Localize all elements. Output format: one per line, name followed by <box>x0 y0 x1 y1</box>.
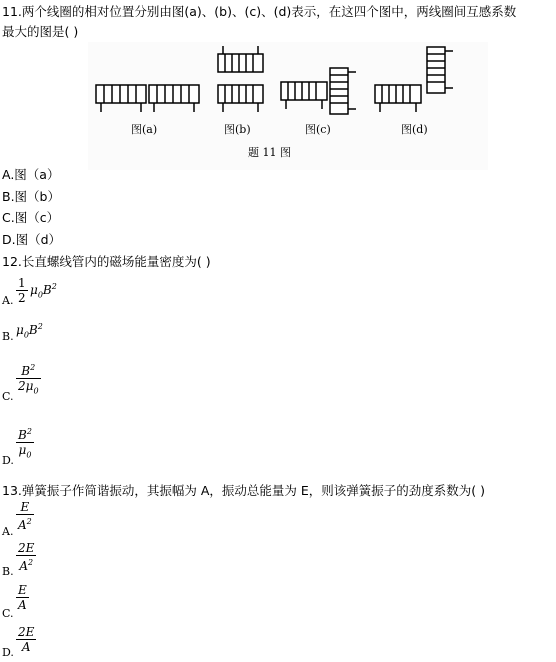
q13-c-numerator: E <box>18 583 27 597</box>
q12-a-denominator: 2 <box>18 291 26 305</box>
coil-c-horizontal <box>281 82 327 109</box>
q13-option-a-fraction <box>16 500 34 532</box>
q12-option-d-fraction <box>16 425 34 462</box>
q12-option-c-letter[interactable]: C. <box>2 390 14 403</box>
q13-option-c-letter[interactable]: C. <box>2 607 14 620</box>
q13-stem: 13.弹簧振子作简谐振动，其振幅为 A，振动总能量为 E，则该弹簧振子的劲度系数为( ) <box>2 483 486 498</box>
fig-label-d: 图(d) <box>401 123 428 136</box>
q11-option-d[interactable]: D.图（d） <box>2 232 62 247</box>
q12-option-a-letter[interactable]: A. <box>2 294 14 307</box>
q13-option-a-letter[interactable]: A. <box>2 525 14 538</box>
q13-b-numerator: 2E <box>18 541 35 555</box>
q13-option-d-letter[interactable]: D. <box>2 646 14 659</box>
q13-d-numerator: 2E <box>18 625 35 639</box>
q13-b-denominator: $A^2$ <box>19 558 34 573</box>
q13-option-b-letter[interactable]: B. <box>2 565 14 578</box>
q12-option-d-letter[interactable]: D. <box>2 454 14 467</box>
q12-option-b-expression: $\mu_0B^2$ <box>16 322 43 340</box>
q12-d-numerator: $B^2$ <box>18 427 32 442</box>
coil-b-top <box>218 46 263 72</box>
coil-a-right <box>149 85 199 112</box>
q12-option-a-fraction <box>16 276 28 305</box>
coil-d-vertical <box>427 47 453 93</box>
q13-option-c-fraction <box>16 583 29 612</box>
q13-option-d-fraction <box>16 625 36 654</box>
q11-stem-line2: 最大的图是( ) <box>2 24 79 39</box>
fig-label-a: 图(a) <box>131 123 158 136</box>
coil-c-vertical <box>330 68 356 114</box>
q12-c-denominator: $2\mu_0$ <box>18 379 39 396</box>
q12-a-numerator: 1 <box>18 276 26 290</box>
q12-option-c-fraction <box>16 361 41 398</box>
coil-d-horizontal <box>375 85 421 112</box>
q12-d-denominator: $\mu_0$ <box>18 443 32 460</box>
coil-a-left <box>96 85 146 112</box>
fig-label-b: 图(b) <box>224 123 251 136</box>
q13-d-denominator: A <box>21 640 31 654</box>
q11-option-b[interactable]: B.图（b） <box>2 189 60 204</box>
q12-stem: 12.长直螺线管内的磁场能量密度为( ) <box>2 254 211 269</box>
q11-stem-line1: 11.两个线圈的相对位置分别由图(a)、(b)、(c)、(d)表示，在这四个图中，两线圈间互感系数 <box>2 4 517 19</box>
coil-b-bottom <box>218 85 263 112</box>
q12-option-b-letter[interactable]: B. <box>2 330 14 343</box>
q13-option-b-fraction <box>16 541 36 573</box>
q11-option-a[interactable]: A.图（a） <box>2 167 60 182</box>
q12-option-a-expression: $\mu_0B^2$ <box>30 282 57 300</box>
q13-c-denominator: A <box>18 598 27 612</box>
q12-c-numerator: $B^2$ <box>16 361 41 379</box>
q11-figure <box>88 42 488 170</box>
figure-caption: 题 11 图 <box>248 146 291 159</box>
q13-a-numerator: E <box>16 500 34 515</box>
q11-option-c[interactable]: C.图（c） <box>2 210 60 225</box>
q13-a-denominator: $A^2$ <box>18 517 32 532</box>
fig-label-c: 图(c) <box>305 123 331 136</box>
